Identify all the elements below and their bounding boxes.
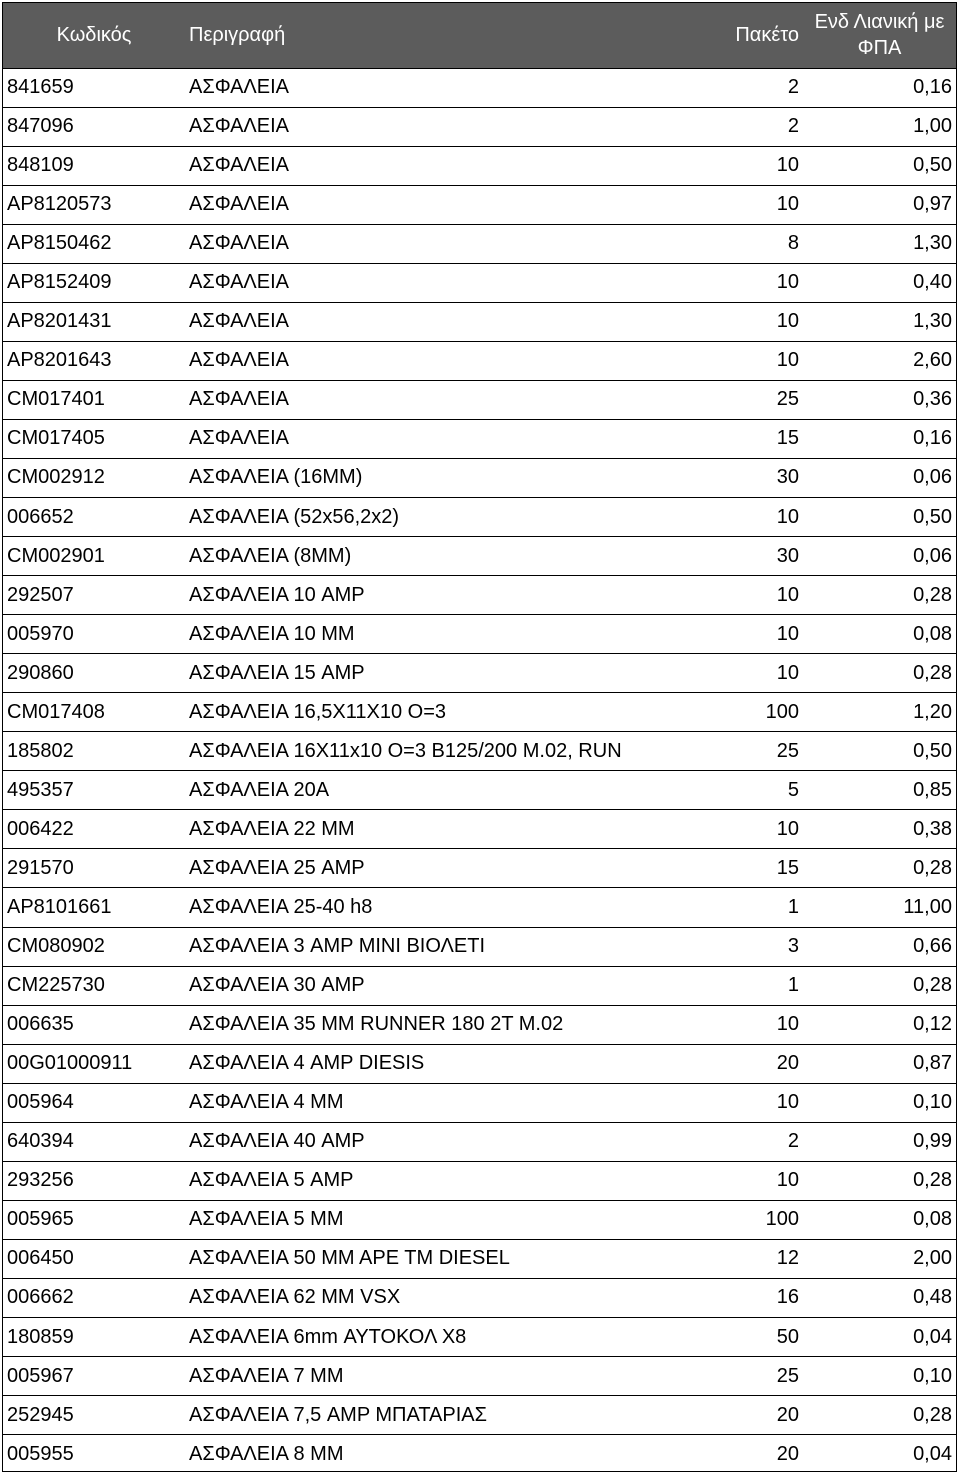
table-row: [3, 1005, 956, 1044]
cell-package: 50: [715, 1318, 803, 1357]
cell-package: 10: [715, 654, 803, 693]
header-row: [3, 3, 956, 68]
cell-price: 0,06: [803, 537, 956, 576]
cell-code: CM225730: [3, 966, 185, 1005]
cell-code: CM080902: [3, 927, 185, 966]
table-row: [3, 1318, 956, 1357]
cell-price: 0,06: [803, 458, 956, 497]
cell-code: 00G01000911: [3, 1044, 185, 1083]
cell-description: ΑΣΦΑΛΕΙΑ (52x56,2x2): [185, 498, 715, 537]
cell-price: 0,28: [803, 849, 956, 888]
table-row: [3, 498, 956, 537]
cell-description: ΑΣΦΑΛΕΙΑ: [185, 419, 715, 458]
cell-package: 10: [715, 1161, 803, 1200]
cell-code: AP8101661: [3, 888, 185, 927]
table-row: [3, 537, 956, 576]
table-row: [3, 458, 956, 497]
cell-package: 10: [715, 1083, 803, 1122]
table-row: [3, 1396, 956, 1435]
cell-code: 292507: [3, 576, 185, 615]
cell-package: 10: [715, 185, 803, 224]
cell-code: AP8150462: [3, 224, 185, 263]
table-row: [3, 576, 956, 615]
cell-description: ΑΣΦΑΛΕΙΑ 5 AMP: [185, 1161, 715, 1200]
cell-description: ΑΣΦΑΛΕΙΑ: [185, 146, 715, 185]
cell-package: 10: [715, 576, 803, 615]
cell-code: 006652: [3, 498, 185, 537]
cell-code: 006635: [3, 1005, 185, 1044]
cell-package: 20: [715, 1396, 803, 1435]
cell-price: 0,48: [803, 1278, 956, 1317]
cell-package: 25: [715, 380, 803, 419]
cell-package: 3: [715, 927, 803, 966]
table-row: [3, 1122, 956, 1161]
cell-package: 10: [715, 498, 803, 537]
cell-price: 0,50: [803, 498, 956, 537]
cell-code: 841659: [3, 68, 185, 107]
cell-description: ΑΣΦΑΛΕΙΑ: [185, 380, 715, 419]
table-row: [3, 1357, 956, 1396]
cell-description: ΑΣΦΑΛΕΙΑ 15 AMP: [185, 654, 715, 693]
cell-package: 1: [715, 966, 803, 1005]
table-row: [3, 224, 956, 263]
price-list-sheet: [2, 2, 957, 1472]
table-row: [3, 302, 956, 341]
cell-code: CM002901: [3, 537, 185, 576]
cell-package: 20: [776, 1442, 799, 1465]
cell-package: 10: [715, 146, 803, 185]
cell-package: 2: [715, 1122, 803, 1161]
cell-price: 0,66: [803, 927, 956, 966]
table-row: [3, 1239, 956, 1278]
cell-code: AP8201643: [3, 341, 185, 380]
price-list-table: [3, 3, 956, 1474]
cell-code: 291570: [3, 849, 185, 888]
cell-description: ΑΣΦΑΛΕΙΑ 6mm ΑΥΤΟΚΟΛ Χ8: [185, 1318, 715, 1357]
cell-description: ΑΣΦΑΛΕΙΑ 22 MM: [185, 810, 715, 849]
table-row: [3, 966, 956, 1005]
table-row: [3, 771, 956, 810]
table-row: [3, 185, 956, 224]
cell-price: 1,20: [803, 693, 956, 732]
cell-package: 5: [715, 771, 803, 810]
cell-package: 2: [715, 68, 803, 107]
cell-package: 2: [715, 107, 803, 146]
cell-package: 10: [715, 263, 803, 302]
cell-package: 15: [715, 849, 803, 888]
table-row: [3, 107, 956, 146]
cell-description: ΑΣΦΑΛΕΙΑ: [185, 263, 715, 302]
cell-price: 0,04: [913, 1442, 952, 1465]
cell-package: 8: [715, 224, 803, 263]
table-row: [3, 419, 956, 458]
cell-price: 0,50: [803, 146, 956, 185]
cell-price: 0,12: [803, 1005, 956, 1044]
cell-code: CM017401: [3, 380, 185, 419]
cell-code: 006422: [3, 810, 185, 849]
cell-price: 0,50: [803, 732, 956, 771]
cell-package: 100: [715, 1200, 803, 1239]
cell-code: 005967: [3, 1357, 185, 1396]
cell-code: 640394: [3, 1122, 185, 1161]
cell-code: 495357: [3, 771, 185, 810]
table-row: [3, 1278, 956, 1317]
cell-price: 1,00: [803, 107, 956, 146]
cell-price: 0,85: [803, 771, 956, 810]
cell-code: 005965: [3, 1200, 185, 1239]
table-row: [3, 693, 956, 732]
table-row: [3, 849, 956, 888]
cell-price: 0,28: [803, 966, 956, 1005]
cell-description: ΑΣΦΑΛΕΙΑ 30 AMP: [185, 966, 715, 1005]
table-row: [3, 1083, 956, 1122]
cell-description: ΑΣΦΑΛΕΙΑ 25 AMP: [185, 849, 715, 888]
table-row: [3, 615, 956, 654]
cell-price: 0,04: [803, 1318, 956, 1357]
cell-price: 0,28: [803, 1161, 956, 1200]
cell-description: ΑΣΦΑΛΕΙΑ 20A: [185, 771, 715, 810]
header-price-line1: Ενδ Λιανική με: [814, 11, 945, 34]
cell-code: 180859: [3, 1318, 185, 1357]
cell-description: ΑΣΦΑΛΕΙΑ 50 MM APE TM DIESEL: [185, 1239, 715, 1278]
header-code: Κωδικός: [3, 3, 185, 68]
cell-code: 252945: [3, 1396, 185, 1435]
cell-description: ΑΣΦΑΛΕΙΑ 25-40 h8: [185, 888, 715, 927]
cell-description: ΑΣΦΑΛΕΙΑ 7 MM: [185, 1357, 715, 1396]
cell-description: ΑΣΦΑΛΕΙΑ 16Χ11x10 O=3 B125/200 M.02, RUN: [185, 732, 715, 771]
cell-code: 006662: [3, 1278, 185, 1317]
cell-description: ΑΣΦΑΛΕΙΑ 4 MM: [185, 1083, 715, 1122]
cell-price: 0,08: [803, 615, 956, 654]
table-row: [3, 654, 956, 693]
cell-price: 0,08: [803, 1200, 956, 1239]
cell-price: 2,60: [803, 341, 956, 380]
cell-price: 0,36: [803, 380, 956, 419]
cell-description: ΑΣΦΑΛΕΙΑ (16MM): [185, 458, 715, 497]
cell-price: 11,00: [803, 888, 956, 927]
table-row: [3, 732, 956, 771]
cell-description: ΑΣΦΑΛΕΙΑ 5 MM: [185, 1200, 715, 1239]
table-row: [3, 810, 956, 849]
cell-package: 10: [715, 810, 803, 849]
table-row: [3, 68, 956, 107]
cell-description: ΑΣΦΑΛΕΙΑ 4 AMP DIESIS: [185, 1044, 715, 1083]
cell-code: 005970: [3, 615, 185, 654]
cell-description: ΑΣΦΑΛΕΙΑ 8 MM: [189, 1442, 344, 1465]
cell-price: 0,28: [803, 654, 956, 693]
header-package: Πακέτο: [715, 3, 803, 68]
cell-description: ΑΣΦΑΛΕΙΑ 62 MM VSX: [185, 1278, 715, 1317]
cell-price: 1,30: [803, 224, 956, 263]
table-row: [3, 146, 956, 185]
cell-package: 25: [715, 732, 803, 771]
cell-price: 0,28: [803, 576, 956, 615]
cell-description: ΑΣΦΑΛΕΙΑ: [185, 107, 715, 146]
table-header: [3, 3, 956, 68]
cell-code: AP8201431: [3, 302, 185, 341]
cell-price: 0,38: [803, 810, 956, 849]
cell-code: 006450: [3, 1239, 185, 1278]
cell-description: ΑΣΦΑΛΕΙΑ: [185, 68, 715, 107]
cell-package: 10: [715, 341, 803, 380]
cell-description: ΑΣΦΑΛΕΙΑ 16,5X11X10 O=3: [185, 693, 715, 732]
cell-description: ΑΣΦΑΛΕΙΑ 7,5 AMP ΜΠΑΤΑΡΙΑΣ: [185, 1396, 715, 1435]
cell-code: 293256: [3, 1161, 185, 1200]
cell-description: ΑΣΦΑΛΕΙΑ: [185, 224, 715, 263]
cell-description: ΑΣΦΑΛΕΙΑ: [185, 302, 715, 341]
table-row: [3, 263, 956, 302]
header-price-line2: ΦΠΑ: [857, 37, 902, 60]
cell-price: 0,40: [803, 263, 956, 302]
cell-description: ΑΣΦΑΛΕΙΑ: [185, 341, 715, 380]
cell-package: 10: [715, 1005, 803, 1044]
cell-package: 16: [715, 1278, 803, 1317]
cell-description: ΑΣΦΑΛΕΙΑ: [185, 185, 715, 224]
cell-package: 15: [715, 419, 803, 458]
cell-package: 12: [715, 1239, 803, 1278]
cell-price: 0,16: [803, 419, 956, 458]
cell-description: ΑΣΦΑΛΕΙΑ 10 MM: [185, 615, 715, 654]
cell-price: 0,87: [803, 1044, 956, 1083]
table-row: [3, 1044, 956, 1083]
cell-code: 005964: [3, 1083, 185, 1122]
cell-price: 0,10: [803, 1083, 956, 1122]
cell-price: 0,99: [803, 1122, 956, 1161]
cell-description: ΑΣΦΑΛΕΙΑ 3 AMP MINI ΒΙΟΛΕΤΙ: [185, 927, 715, 966]
table-body: [3, 68, 956, 1474]
cell-code: 847096: [3, 107, 185, 146]
cell-package: 20: [715, 1044, 803, 1083]
header-price: [803, 3, 956, 68]
table-row: [3, 380, 956, 419]
cell-package: 1: [715, 888, 803, 927]
cell-description: ΑΣΦΑΛΕΙΑ 40 AMP: [185, 1122, 715, 1161]
cell-code: 005955: [7, 1442, 74, 1465]
cell-description: ΑΣΦΑΛΕΙΑ 35 MM RUNNER 180 2T M.02: [185, 1005, 715, 1044]
cell-price: 0,28: [803, 1396, 956, 1435]
table-row: [3, 888, 956, 927]
cell-code: CM002912: [3, 458, 185, 497]
table-row: [3, 1161, 956, 1200]
cell-package: 100: [715, 693, 803, 732]
header-description: Περιγραφή: [185, 3, 715, 68]
cell-package: 10: [715, 302, 803, 341]
cell-package: 10: [715, 615, 803, 654]
cell-price: 0,97: [803, 185, 956, 224]
cell-description: ΑΣΦΑΛΕΙΑ 10 AMP: [185, 576, 715, 615]
cell-code: CM017405: [3, 419, 185, 458]
cell-package: 30: [715, 458, 803, 497]
cell-package: 25: [715, 1357, 803, 1396]
table-row: [3, 1200, 956, 1239]
cell-code: AP8120573: [3, 185, 185, 224]
cell-description: ΑΣΦΑΛΕΙΑ (8MM): [185, 537, 715, 576]
cell-code: 185802: [3, 732, 185, 771]
cell-price: 0,10: [803, 1357, 956, 1396]
cell-price: 0,16: [803, 68, 956, 107]
table-row: [3, 927, 956, 966]
cell-code: 848109: [3, 146, 185, 185]
table-row: [3, 341, 956, 380]
cell-code: CM017408: [3, 693, 185, 732]
cell-code: 290860: [3, 654, 185, 693]
table-row: [3, 1435, 956, 1474]
cell-code: AP8152409: [3, 263, 185, 302]
cell-price: 1,30: [803, 302, 956, 341]
cell-package: 30: [715, 537, 803, 576]
cell-price: 2,00: [803, 1239, 956, 1278]
